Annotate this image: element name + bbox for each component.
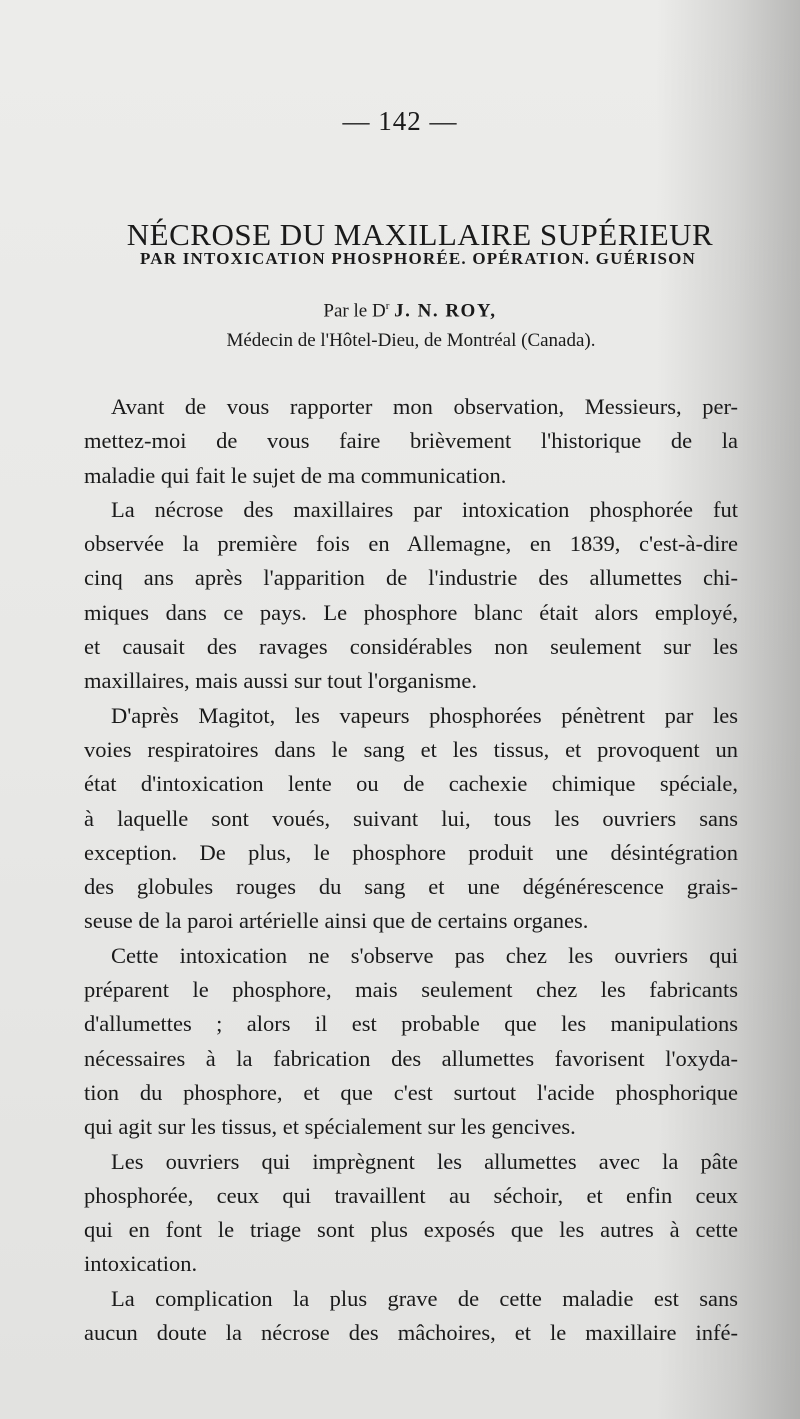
- page-number: — 142 —: [342, 106, 458, 136]
- author-affiliation: Médecin de l'Hôtel-Dieu, de Montréal (Canada).: [226, 330, 596, 351]
- paragraph: [84, 493, 738, 699]
- text-line: D'après Magitot, les vapeurs phosphorées pénètrent par les: [111, 702, 738, 728]
- article-subtitle: PAR INTOXICATION PHOSPHORÉE. OPÉRATION. GUÉRISON: [139, 249, 696, 268]
- text-line: des globules rouges du sang et une dégénérescence grais-: [84, 874, 738, 900]
- text-line: Les ouvriers qui imprègnent les allumettes avec la pâte: [111, 1148, 738, 1174]
- text-line: et causait des ravages considérables non seulement sur les: [84, 634, 738, 660]
- text-line: qui en font le triage sont plus exposés que les autres à cette: [84, 1217, 738, 1243]
- text-line: intoxication.: [84, 1251, 198, 1277]
- paragraph: [84, 939, 738, 1145]
- text-line: à laquelle sont voués, suivant lui, tous les ouvriers sans: [84, 805, 738, 831]
- text-line: aucun doute la nécrose des mâchoires, et le maxillaire infé-: [84, 1320, 738, 1346]
- paragraph: [84, 1145, 738, 1282]
- text-line: miques dans ce pays. Le phosphore blanc était alors employé,: [84, 599, 738, 625]
- text-line: exception. De plus, le phosphore produit une désintégration: [84, 839, 738, 865]
- text-line: voies respiratoires dans le sang et les tissus, et provoquent un: [84, 736, 738, 762]
- text-line: nécessaires à la fabrication des allumettes favorisent l'oxyda-: [84, 1045, 738, 1071]
- byline: [0, 300, 800, 322]
- text-line: qui agit sur les tissus, et spécialement sur les gencives.: [84, 1114, 576, 1140]
- paragraph: [84, 390, 738, 493]
- paragraph: [84, 699, 738, 939]
- text-line: La nécrose des maxillaires par intoxication phosphorée fut: [111, 496, 738, 522]
- text-line: cinq ans après l'apparition de l'industrie des allumettes chi-: [84, 565, 738, 591]
- text-line: phosphorée, ceux qui travaillent au séchoir, et enfin ceux: [84, 1182, 738, 1208]
- text-line: mettez-moi de vous faire brièvement l'historique de la: [84, 428, 738, 454]
- article-title: NÉCROSE DU MAXILLAIRE SUPÉRIEUR: [126, 216, 714, 252]
- text-line: état d'intoxication lente ou de cachexie chimique spéciale,: [84, 771, 738, 797]
- author-name: J. N. ROY,: [394, 300, 497, 322]
- text-line: observée la première fois en Allemagne, en 1839, c'est-à-dire: [84, 531, 738, 557]
- text-line: seuse de la paroi artérielle ainsi que de certains organes.: [84, 908, 589, 934]
- text-line: Cette intoxication ne s'observe pas chez les ouvriers qui: [111, 942, 738, 968]
- body-text: [84, 390, 738, 1350]
- text-line: La complication la plus grave de cette maladie est sans: [111, 1285, 738, 1311]
- text-line: Avant de vous rapporter mon observation, Messieurs, per-: [111, 394, 738, 419]
- byline-prefix: Par le D: [323, 300, 386, 322]
- paragraph: [84, 1282, 738, 1351]
- text-line: tion du phosphore, et que c'est surtout l'acide phosphorique: [84, 1079, 738, 1105]
- text-line: maxillaires, mais aussi sur tout l'organisme.: [84, 668, 477, 694]
- byline-sup: r: [385, 300, 390, 312]
- text-line: préparent le phosphore, mais seulement chez les fabricants: [84, 977, 738, 1003]
- text-line: maladie qui fait le sujet de ma communication.: [84, 462, 507, 488]
- text-line: d'allumettes ; alors il est probable que les manipulations: [84, 1011, 738, 1037]
